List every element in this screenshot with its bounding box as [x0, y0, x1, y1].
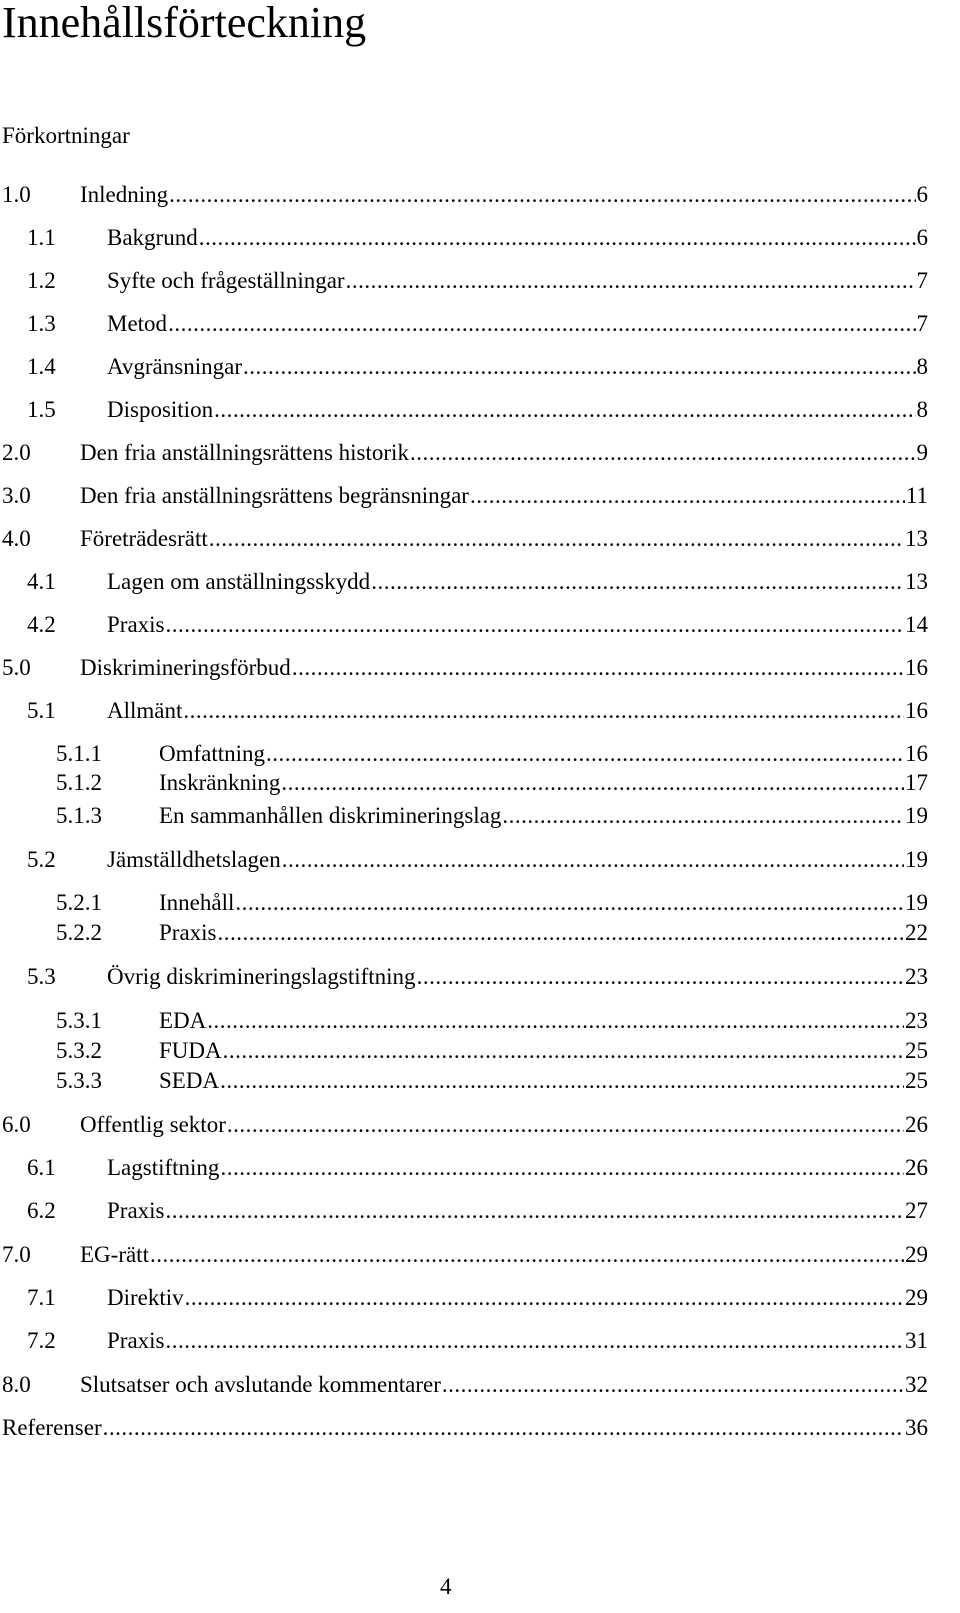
toc-entry[interactable]: [27, 696, 928, 726]
toc-entry[interactable]: [2, 653, 928, 683]
toc-entry-label: Slutsatser och avslutande kommentarer: [80, 1372, 441, 1397]
toc-dot-leader: [183, 696, 904, 726]
toc-entry[interactable]: [2, 1413, 928, 1443]
toc-entry-page: 36: [905, 1415, 928, 1440]
toc-dot-leader: [166, 610, 905, 640]
toc-entry-page: 25: [905, 1068, 928, 1093]
toc-entry-label: EG-rätt: [80, 1242, 149, 1267]
toc-dot-leader: [223, 1036, 904, 1066]
toc-entry-label: Inledning: [80, 182, 169, 207]
toc-entry-number: 1.0: [2, 182, 31, 207]
toc-entry-page: 17: [905, 770, 928, 795]
toc-entry-number: 1.4: [27, 354, 56, 379]
toc-entry-page: 6: [916, 225, 928, 250]
toc-entry-page: 29: [905, 1285, 928, 1310]
toc-entry-number: 5.2.1: [56, 890, 102, 915]
toc-dot-leader: [292, 653, 904, 683]
toc-dot-leader: [185, 1283, 904, 1313]
toc-entry-label: Övrig diskrimineringslagstiftning: [107, 964, 416, 989]
toc-entry-number: 5.1: [27, 698, 56, 723]
toc-entry-number: 5.3.2: [56, 1038, 102, 1063]
toc-entry-number: 1.1: [27, 225, 56, 250]
toc-entry[interactable]: [2, 180, 928, 210]
toc-dot-leader: [282, 845, 904, 875]
toc-entry-page: 8: [916, 397, 928, 422]
page-number: 4: [440, 1574, 452, 1599]
toc-entry-page: 26: [905, 1112, 928, 1137]
toc-entry-number: 6.0: [2, 1112, 31, 1137]
toc-dot-leader: [227, 1110, 904, 1140]
toc-entry-label: Lagstiftning: [107, 1155, 220, 1180]
toc-entry-page: 8: [916, 354, 928, 379]
toc-entry-label: Jämställdhetslagen: [107, 847, 281, 872]
toc-entry-label: Direktiv: [107, 1285, 184, 1310]
toc-dot-leader: [168, 309, 915, 339]
toc-dot-leader: [166, 1196, 905, 1226]
toc-entry[interactable]: [56, 918, 928, 948]
toc-entry-number: 2.0: [2, 440, 31, 465]
toc-entry-page: 16: [905, 741, 928, 766]
toc-entry-label: En sammanhållen diskrimineringslag: [159, 803, 502, 828]
toc-entry-page: 11: [905, 483, 928, 508]
toc-entry-label: Offentlig sektor: [80, 1112, 226, 1137]
toc-entry-number: 5.0: [2, 655, 31, 680]
toc-entry-label: Omfattning: [159, 741, 266, 766]
toc-entry-number: 5.3.1: [56, 1008, 102, 1033]
toc-entry-label: Lagen om anställningsskydd: [107, 569, 371, 594]
toc-entry-label: Den fria anställningsrättens begränsningar: [80, 483, 469, 508]
toc-entry-page: 7: [916, 268, 928, 293]
toc-entry-page: 14: [905, 612, 928, 637]
toc-entry-label: Inskränkning: [159, 770, 281, 795]
toc-entry[interactable]: [27, 567, 928, 597]
toc-entry-number: 6.2: [27, 1198, 56, 1223]
toc-entry[interactable]: [27, 1326, 928, 1356]
toc-entry[interactable]: [2, 1370, 928, 1400]
toc-entry-page: 23: [905, 964, 928, 989]
toc-entry[interactable]: [2, 1240, 928, 1270]
toc-entry-number: 5.3.3: [56, 1068, 102, 1093]
toc-entry-label: SEDA: [159, 1068, 220, 1093]
toc-dot-leader: [235, 888, 904, 918]
toc-entry-number: 6.1: [27, 1155, 56, 1180]
toc-entry-number: 1.3: [27, 311, 56, 336]
toc-entry[interactable]: [2, 524, 928, 554]
toc-entry-page: 19: [905, 847, 928, 872]
toc-dot-leader: [410, 438, 916, 468]
toc-entry-label: EDA: [159, 1008, 207, 1033]
toc-dot-leader: [166, 1326, 905, 1356]
toc-entry[interactable]: [56, 1036, 928, 1066]
toc-entry-page: 29: [905, 1242, 928, 1267]
toc-entry-label: Praxis: [159, 920, 217, 945]
toc-entry-number: 3.0: [2, 483, 31, 508]
toc-entry-number: 4.2: [27, 612, 56, 637]
toc-dot-leader: [103, 1413, 904, 1443]
toc-entry-number: 5.1.2: [56, 770, 102, 795]
toc-entry[interactable]: [27, 266, 928, 296]
toc-dot-leader: [199, 223, 916, 253]
toc-entry-number: 1.5: [27, 397, 56, 422]
toc-entry-page: 16: [905, 698, 928, 723]
toc-entry-label: Avgränsningar: [107, 354, 242, 379]
toc-entry-page: 6: [916, 182, 928, 207]
toc-entry-label: Den fria anställningsrättens historik: [80, 440, 409, 465]
toc-entry[interactable]: [56, 888, 928, 918]
toc-entry-label: Referenser: [2, 1415, 102, 1440]
toc-entry-label: Innehåll: [159, 890, 235, 915]
toc-dot-leader: [207, 1006, 904, 1036]
toc-entry-number: 7.2: [27, 1328, 56, 1353]
toc-dot-leader: [266, 739, 904, 769]
toc-dot-leader: [371, 567, 904, 597]
toc-entry[interactable]: [2, 481, 928, 511]
toc-entry-number: 4.1: [27, 569, 56, 594]
toc-dot-leader: [243, 352, 916, 382]
toc-entry[interactable]: [56, 739, 928, 769]
toc-entry-page: 13: [905, 569, 928, 594]
toc-dot-leader: [220, 1153, 904, 1183]
toc-entry-page: 9: [916, 440, 928, 465]
toc-entry-number: 7.1: [27, 1285, 56, 1310]
toc-entry[interactable]: [27, 1283, 928, 1313]
toc-entry[interactable]: [2, 438, 928, 468]
toc-entry-label: FUDA: [159, 1038, 222, 1063]
toc-dot-leader: [442, 1370, 904, 1400]
toc-dot-leader: [502, 801, 904, 831]
toc-dot-leader: [218, 918, 905, 948]
toc-entry-page: 25: [905, 1038, 928, 1063]
toc-entry[interactable]: [56, 801, 928, 831]
toc-entry-page: 23: [905, 1008, 928, 1033]
toc-entry-page: 32: [905, 1372, 928, 1397]
toc-entry[interactable]: [27, 395, 928, 425]
toc-entry-page: 26: [905, 1155, 928, 1180]
toc-entry-page: 22: [905, 920, 928, 945]
toc-entry[interactable]: [27, 962, 928, 992]
toc-entry-page: 19: [905, 803, 928, 828]
toc-entry-page: 31: [905, 1328, 928, 1353]
toc-dot-leader: [346, 266, 916, 296]
toc-entry[interactable]: [27, 1196, 928, 1226]
toc-entry[interactable]: [27, 223, 928, 253]
toc-entry-label: Disposition: [107, 397, 214, 422]
toc-entry[interactable]: [56, 1066, 928, 1096]
toc-entry[interactable]: [27, 845, 928, 875]
toc-entry-page: 27: [905, 1198, 928, 1223]
toc-entry-label: Syfte och frågeställningar: [107, 268, 345, 293]
toc-entry-number: 5.2.2: [56, 920, 102, 945]
page-title: Innehållsförteckning: [2, 0, 367, 47]
toc-entry[interactable]: [27, 352, 928, 382]
toc-dot-leader: [150, 1240, 904, 1270]
toc-dot-leader: [220, 1066, 904, 1096]
toc-entry-number: 4.0: [2, 526, 31, 551]
toc-entry-label: Allmänt: [107, 698, 183, 723]
toc-entry-number: 5.1.1: [56, 741, 102, 766]
toc-entry-label: Företrädesrätt: [80, 526, 208, 551]
toc-entry-number: 5.2: [27, 847, 56, 872]
toc-dot-leader: [169, 180, 915, 210]
toc-entry-number: 8.0: [2, 1372, 31, 1397]
toc-preface-item[interactable]: Förkortningar: [2, 123, 130, 148]
toc-dot-leader: [470, 481, 905, 511]
toc-dot-leader: [281, 768, 904, 798]
toc-dot-leader: [209, 524, 904, 554]
toc-entry[interactable]: [56, 768, 928, 798]
toc-entry[interactable]: [2, 1110, 928, 1140]
toc-entry-label: Diskrimineringsförbud: [80, 655, 291, 680]
toc-entry-label: Praxis: [107, 612, 165, 637]
toc-dot-leader: [417, 962, 904, 992]
toc-entry-page: 16: [905, 655, 928, 680]
toc-entry-number: 5.3: [27, 964, 56, 989]
toc-entry[interactable]: [56, 1006, 928, 1036]
toc-entry-label: Praxis: [107, 1198, 165, 1223]
toc-entry-label: Praxis: [107, 1328, 165, 1353]
toc-entry-page: 19: [905, 890, 928, 915]
toc-entry-label: Metod: [107, 311, 168, 336]
toc-entry-number: 1.2: [27, 268, 56, 293]
toc-entry-number: 5.1.3: [56, 803, 102, 828]
toc-entry[interactable]: [27, 309, 928, 339]
toc-entry[interactable]: [27, 610, 928, 640]
toc-entry-number: 7.0: [2, 1242, 31, 1267]
toc-entry[interactable]: [27, 1153, 928, 1183]
toc-dot-leader: [214, 395, 915, 425]
toc-entry-page: 13: [905, 526, 928, 551]
toc-entry-page: 7: [916, 311, 928, 336]
toc-entry-label: Bakgrund: [107, 225, 198, 250]
